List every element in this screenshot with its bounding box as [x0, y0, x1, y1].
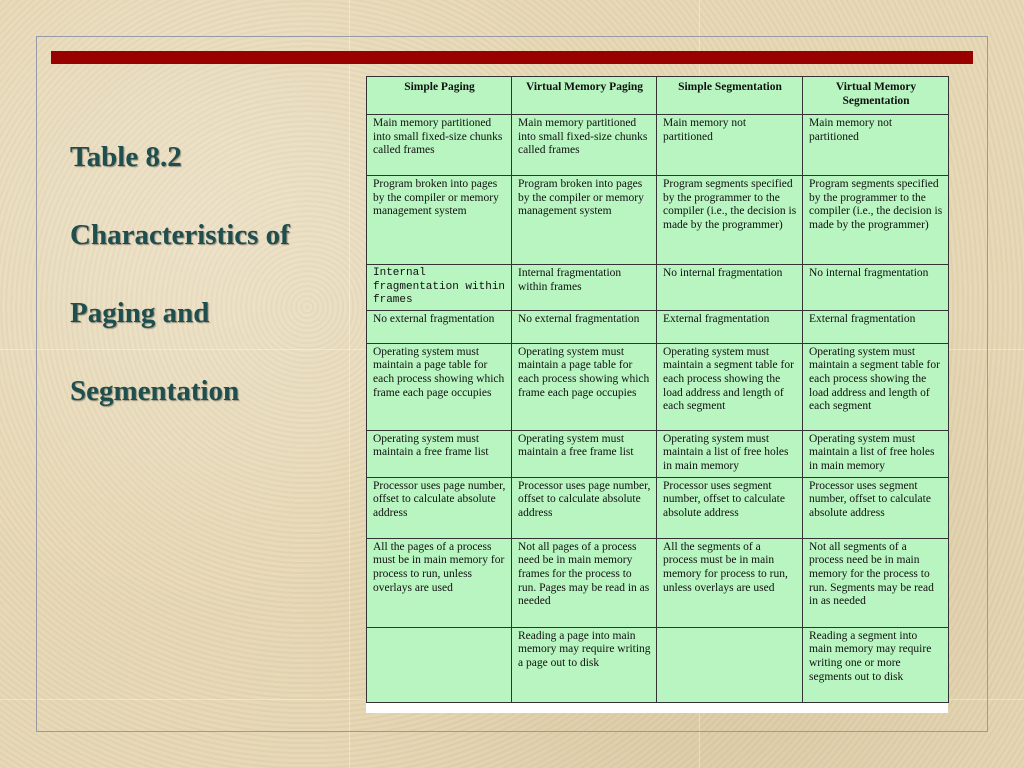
- table-cell: External fragmentation: [657, 310, 803, 343]
- table-cell: No external fragmentation: [367, 310, 512, 343]
- slide-title: [70, 118, 360, 430]
- table-cell: Operating system must maintain a segment table for each process showing the load address and length of each segment: [657, 343, 803, 430]
- table-cell: External fragmentation: [803, 310, 949, 343]
- table-row: [367, 343, 949, 430]
- table-cell: No internal fragmentation: [803, 265, 949, 311]
- characteristics-table-container: [366, 76, 948, 713]
- column-header: Simple Segmentation: [657, 77, 803, 115]
- table-cell: [657, 627, 803, 702]
- table-cell: Internal fragmentation within frames: [512, 265, 657, 311]
- table-cell: Processor uses segment number, offset to calculate absolute address: [803, 477, 949, 538]
- table-row: [367, 477, 949, 538]
- table-cell: No internal fragmentation: [657, 265, 803, 311]
- table-cell: Program segments specified by the programmer to the compiler (i.e., the decision is made by the programmer): [803, 176, 949, 265]
- title-line: Paging and: [70, 297, 210, 329]
- table-cell: Operating system must maintain a segment table for each process showing the load address and length of each segment: [803, 343, 949, 430]
- table-cell: Operating system must maintain a free frame list: [367, 430, 512, 477]
- table-cell: Program segments specified by the programmer to the compiler (i.e., the decision is made by the programmer): [657, 176, 803, 265]
- table-cell: Operating system must maintain a free frame list: [512, 430, 657, 477]
- table-cell: Main memory partitioned into small fixed-size chunks called frames: [367, 115, 512, 176]
- table-cell: No external fragmentation: [512, 310, 657, 343]
- table-cell: Internal fragmentation within frames: [367, 265, 512, 311]
- accent-bar: [51, 51, 973, 64]
- table-cell: Processor uses segment number, offset to calculate absolute address: [657, 477, 803, 538]
- table-cell: Operating system must maintain a list of free holes in main memory: [803, 430, 949, 477]
- title-line: Table 8.2: [70, 141, 182, 173]
- table-cell: Program broken into pages by the compiler or memory management system: [367, 176, 512, 265]
- table-cell: Main memory not partitioned: [657, 115, 803, 176]
- table-cell: Reading a segment into main memory may require writing one or more segments out to disk: [803, 627, 949, 702]
- table-cell: Operating system must maintain a page table for each process showing which frame each page occupies: [512, 343, 657, 430]
- table-cell: Processor uses page number, offset to calculate absolute address: [512, 477, 657, 538]
- table-cell: Program broken into pages by the compiler or memory management system: [512, 176, 657, 265]
- table-header-row: [367, 77, 949, 115]
- table-row: [367, 627, 949, 702]
- table-cell: Operating system must maintain a list of free holes in main memory: [657, 430, 803, 477]
- table-cell: Reading a page into main memory may require writing a page out to disk: [512, 627, 657, 702]
- table-row: [367, 430, 949, 477]
- table-cell: Main memory not partitioned: [803, 115, 949, 176]
- table-cell: Not all pages of a process need be in main memory frames for the process to run. Pages may be read in as needed: [512, 538, 657, 627]
- title-line: Characteristics of: [70, 219, 290, 251]
- table-row: [367, 176, 949, 265]
- characteristics-table: [366, 76, 949, 703]
- table-row: [367, 538, 949, 627]
- column-header: Virtual Memory Segmentation: [803, 77, 949, 115]
- column-header: Simple Paging: [367, 77, 512, 115]
- table-cell: Main memory partitioned into small fixed-size chunks called frames: [512, 115, 657, 176]
- table-cell: All the pages of a process must be in main memory for process to run, unless overlays are used: [367, 538, 512, 627]
- table-row: [367, 265, 949, 311]
- table-cell: Processor uses page number, offset to calculate absolute address: [367, 477, 512, 538]
- table-cell: [367, 627, 512, 702]
- column-header: Virtual Memory Paging: [512, 77, 657, 115]
- table-cell: All the segments of a process must be in main memory for process to run, unless overlays are used: [657, 538, 803, 627]
- title-line: Segmentation: [70, 375, 240, 407]
- table-cell: Operating system must maintain a page table for each process showing which frame each page occupies: [367, 343, 512, 430]
- table-cell: Not all segments of a process need be in main memory for the process to run. Segments may be read in as needed: [803, 538, 949, 627]
- table-row: [367, 115, 949, 176]
- table-row: [367, 310, 949, 343]
